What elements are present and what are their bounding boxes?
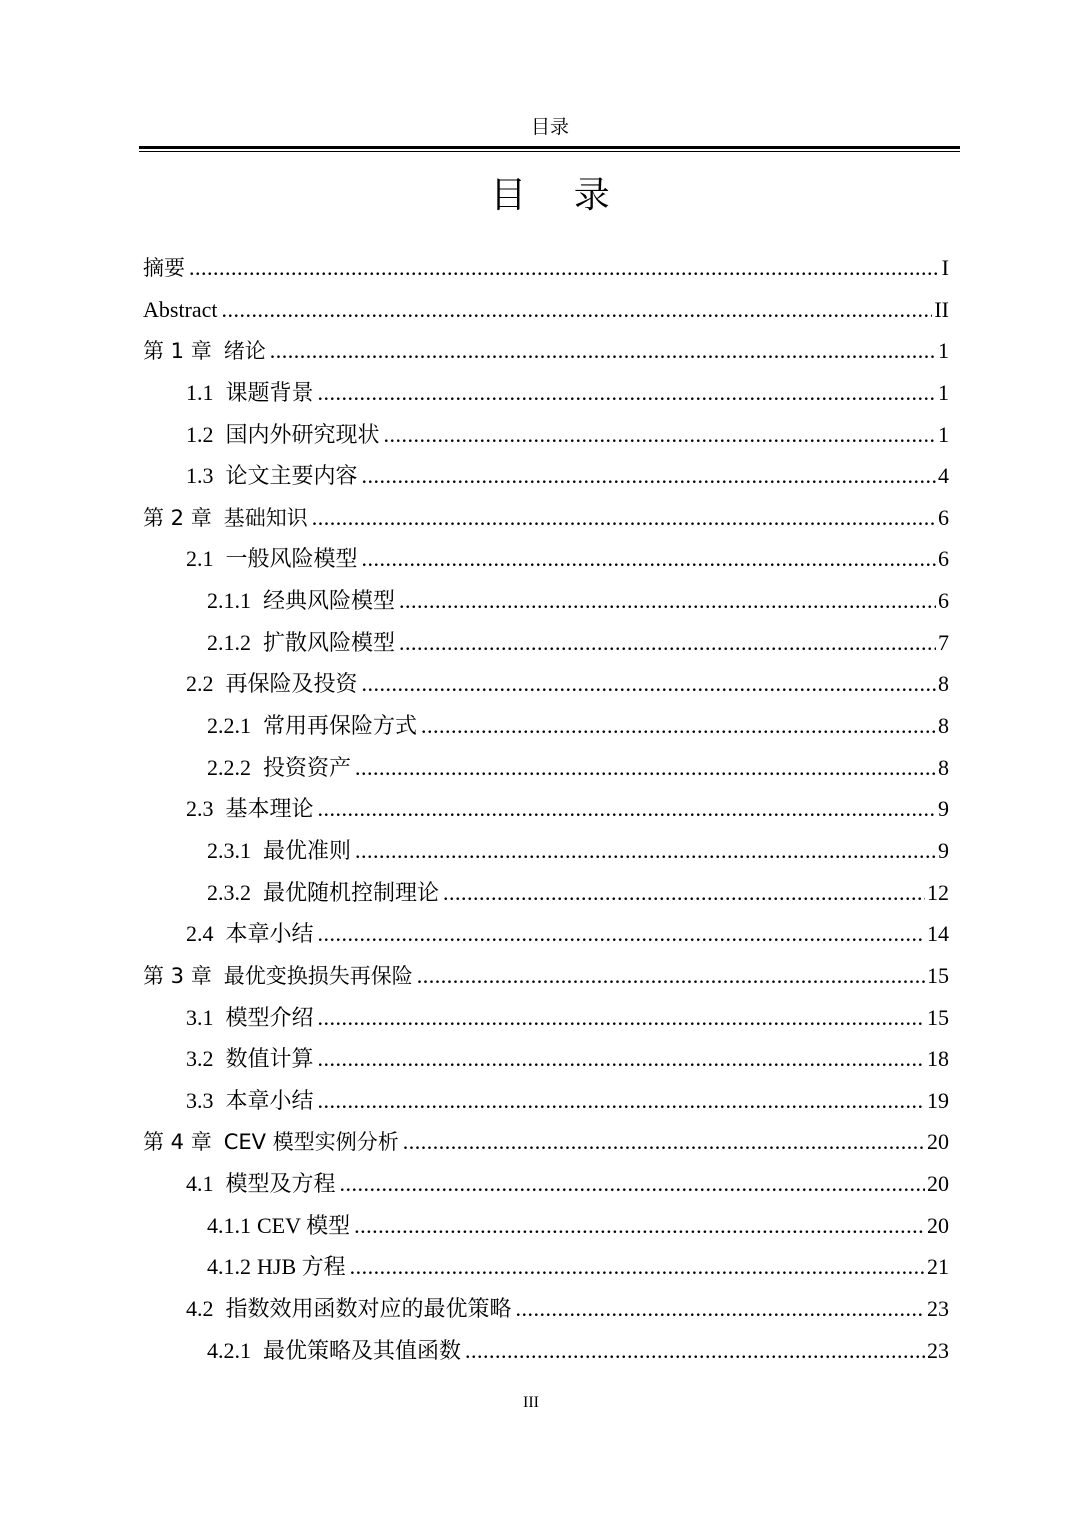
- toc-entry-label: 摘要: [143, 256, 185, 280]
- page-title: 目 录: [490, 175, 628, 216]
- toc-entry[interactable]: [143, 622, 949, 664]
- toc-entry-number: 第 4 章: [143, 1130, 212, 1155]
- toc-entry-label: 论文主要内容: [225, 463, 358, 489]
- toc-entry-label: 最优随机控制理论: [263, 879, 440, 905]
- toc-entry-number: 3.1: [186, 1004, 214, 1030]
- toc-dot-leader: [318, 788, 936, 830]
- toc-entry-number: 2.2.2: [207, 754, 251, 780]
- toc-entry-number: 第 3 章: [143, 963, 212, 988]
- toc-entry-page: 6: [938, 546, 949, 572]
- toc-entry-label: HJB 方程: [257, 1254, 346, 1280]
- toc-entry-number: 3.2: [186, 1046, 214, 1072]
- toc-entry-page: 4: [938, 463, 949, 489]
- toc-entry-number: 1.3: [186, 463, 214, 489]
- toc-entry-number: 第 2 章: [143, 505, 212, 530]
- toc-dot-leader: [403, 1121, 925, 1163]
- toc-entry-label: 再保险及投资: [225, 671, 358, 697]
- toc-entry-page: 1: [938, 338, 949, 364]
- toc-entry-page: I: [941, 255, 949, 280]
- toc-entry-label: 常用再保险方式: [263, 713, 418, 739]
- toc-entry[interactable]: [143, 1038, 949, 1080]
- toc-entry-number: 2.3.2: [207, 879, 251, 905]
- header-rule-thick: [139, 146, 960, 149]
- toc-entry[interactable]: [143, 330, 949, 372]
- toc-dot-leader: [350, 1246, 925, 1288]
- toc-dot-leader: [362, 455, 936, 497]
- toc-entry[interactable]: [143, 747, 949, 789]
- toc-dot-leader: [399, 580, 936, 622]
- toc-entry-label: 课题背景: [225, 379, 314, 405]
- toc-dot-leader: [516, 1288, 925, 1330]
- toc-dot-leader: [318, 1080, 925, 1122]
- toc-entry-label: 经典风险模型: [263, 588, 396, 614]
- toc-dot-leader: [340, 1163, 925, 1205]
- toc-entry[interactable]: [143, 663, 949, 705]
- toc-entry[interactable]: [143, 872, 949, 914]
- toc-entry-label: 基本理论: [225, 796, 314, 822]
- toc-dot-leader: [355, 747, 936, 789]
- toc-entry-label: 绪论: [223, 339, 266, 364]
- toc-entry[interactable]: [143, 1246, 949, 1288]
- toc-entry[interactable]: [143, 830, 949, 872]
- toc-entry[interactable]: [143, 1163, 949, 1205]
- toc-entry-number: 4.2: [186, 1296, 214, 1322]
- toc-dot-leader: [354, 1205, 925, 1247]
- header-rule-thin: [139, 151, 960, 152]
- toc-dot-leader: [384, 414, 936, 456]
- toc-entry[interactable]: [143, 247, 949, 289]
- toc-entry-page: 15: [927, 962, 949, 988]
- toc-entry-page: 12: [927, 879, 949, 905]
- toc-entry[interactable]: [143, 414, 949, 456]
- toc-entry-page: 8: [938, 754, 949, 780]
- toc-dot-leader: [318, 997, 925, 1039]
- toc-entry[interactable]: [143, 1080, 949, 1122]
- toc-entry-label: 基础知识: [223, 505, 308, 530]
- toc-entry[interactable]: [143, 1288, 949, 1330]
- toc-entry-label: 本章小结: [225, 1087, 314, 1113]
- toc-entry-label: Abstract: [143, 296, 218, 322]
- toc-entry-number: 2.1: [186, 546, 214, 572]
- toc-entry-page: 23: [927, 1337, 949, 1363]
- toc-dot-leader: [318, 372, 936, 414]
- toc-entry-number: 4.1.1: [207, 1212, 251, 1238]
- toc-entry-label: 模型介绍: [225, 1004, 314, 1030]
- running-header: 目录: [530, 117, 569, 138]
- toc-entry-number: 4.2.1: [207, 1337, 251, 1363]
- toc-entry-number: 2.4: [186, 921, 214, 947]
- toc-entry-page: 20: [927, 1212, 949, 1238]
- toc-entry-number: 第 1 章: [143, 339, 212, 364]
- toc-entry[interactable]: [143, 955, 949, 997]
- toc-entry-label: CEV 模型: [257, 1212, 351, 1238]
- toc-dot-leader: [312, 497, 936, 539]
- toc-entry[interactable]: [143, 1330, 949, 1372]
- toc-entry-label: 最优准则: [263, 837, 352, 863]
- toc-entry-number: 3.3: [186, 1087, 214, 1113]
- toc-entry-number: 2.2: [186, 671, 214, 697]
- toc-entry-number: 1.1: [186, 379, 214, 405]
- toc-entry[interactable]: [143, 372, 949, 414]
- toc-entry-number: 4.1: [186, 1171, 214, 1197]
- toc-entry-number: 2.2.1: [207, 713, 251, 739]
- toc-entry[interactable]: [143, 788, 949, 830]
- toc-entry-page: 20: [927, 1129, 949, 1155]
- toc-entry-page: 19: [927, 1087, 949, 1113]
- toc-entry[interactable]: [143, 580, 949, 622]
- toc-dot-leader: [318, 1038, 925, 1080]
- toc-entry-page: 15: [927, 1004, 949, 1030]
- toc-entry[interactable]: [143, 289, 949, 331]
- toc-entry-number: 2.3.1: [207, 837, 251, 863]
- toc-entry[interactable]: [143, 705, 949, 747]
- toc-dot-leader: [399, 622, 936, 664]
- toc-entry-page: 21: [927, 1254, 949, 1280]
- toc-entry-label: 数值计算: [225, 1046, 314, 1072]
- toc-entry[interactable]: [143, 497, 949, 539]
- toc-entry[interactable]: [143, 455, 949, 497]
- toc-entry[interactable]: [143, 997, 949, 1039]
- toc-dot-leader: [421, 705, 936, 747]
- toc-entry-label: 模型及方程: [225, 1171, 336, 1197]
- toc-entry[interactable]: [143, 913, 949, 955]
- toc-entry-label: 最优变换损失再保险: [223, 963, 413, 988]
- toc-entry-label: 投资资产: [263, 754, 352, 780]
- toc-dot-leader: [417, 955, 925, 997]
- toc-dot-leader: [318, 913, 925, 955]
- page-number: III: [523, 1394, 539, 1411]
- table-of-contents: [143, 247, 949, 1371]
- toc-entry-label: 一般风险模型: [225, 546, 358, 572]
- toc-entry-page: 14: [927, 921, 949, 947]
- toc-entry-page: 8: [938, 671, 949, 697]
- toc-dot-leader: [355, 830, 936, 872]
- toc-entry-label: 国内外研究现状: [225, 421, 380, 447]
- toc-dot-leader: [189, 247, 940, 289]
- toc-entry-page: 23: [927, 1296, 949, 1322]
- toc-dot-leader: [362, 663, 936, 705]
- toc-entry-page: 8: [938, 713, 949, 739]
- toc-dot-leader: [465, 1330, 925, 1372]
- toc-entry-page: II: [934, 296, 949, 322]
- toc-entry-number: 4.1.2: [207, 1254, 251, 1280]
- toc-entry-label: 本章小结: [225, 921, 314, 947]
- toc-entry-label: 扩散风险模型: [263, 629, 396, 655]
- toc-entry-page: 1: [938, 379, 949, 405]
- toc-dot-leader: [222, 289, 933, 331]
- toc-entry-number: 2.1.2: [207, 629, 251, 655]
- toc-entry-page: 18: [927, 1046, 949, 1072]
- toc-dot-leader: [362, 538, 936, 580]
- toc-entry-page: 6: [938, 504, 949, 530]
- toc-entry-page: 1: [938, 421, 949, 447]
- toc-entry[interactable]: [143, 538, 949, 580]
- toc-entry-label: CEV 模型实例分析: [223, 1130, 399, 1155]
- toc-entry-page: 6: [938, 588, 949, 614]
- toc-dot-leader: [270, 330, 936, 372]
- toc-entry-label: 指数效用函数对应的最优策略: [225, 1296, 512, 1322]
- toc-entry-number: 2.1.1: [207, 588, 251, 614]
- toc-entry-number: 1.2: [186, 421, 214, 447]
- toc-entry-page: 9: [938, 796, 949, 822]
- toc-entry-page: 7: [938, 629, 949, 655]
- toc-entry-label: 最优策略及其值函数: [263, 1337, 462, 1363]
- toc-entry-number: 2.3: [186, 796, 214, 822]
- toc-entry[interactable]: [143, 1205, 949, 1247]
- toc-entry[interactable]: [143, 1121, 949, 1163]
- toc-entry-page: 9: [938, 837, 949, 863]
- toc-dot-leader: [443, 872, 925, 914]
- toc-entry-page: 20: [927, 1171, 949, 1197]
